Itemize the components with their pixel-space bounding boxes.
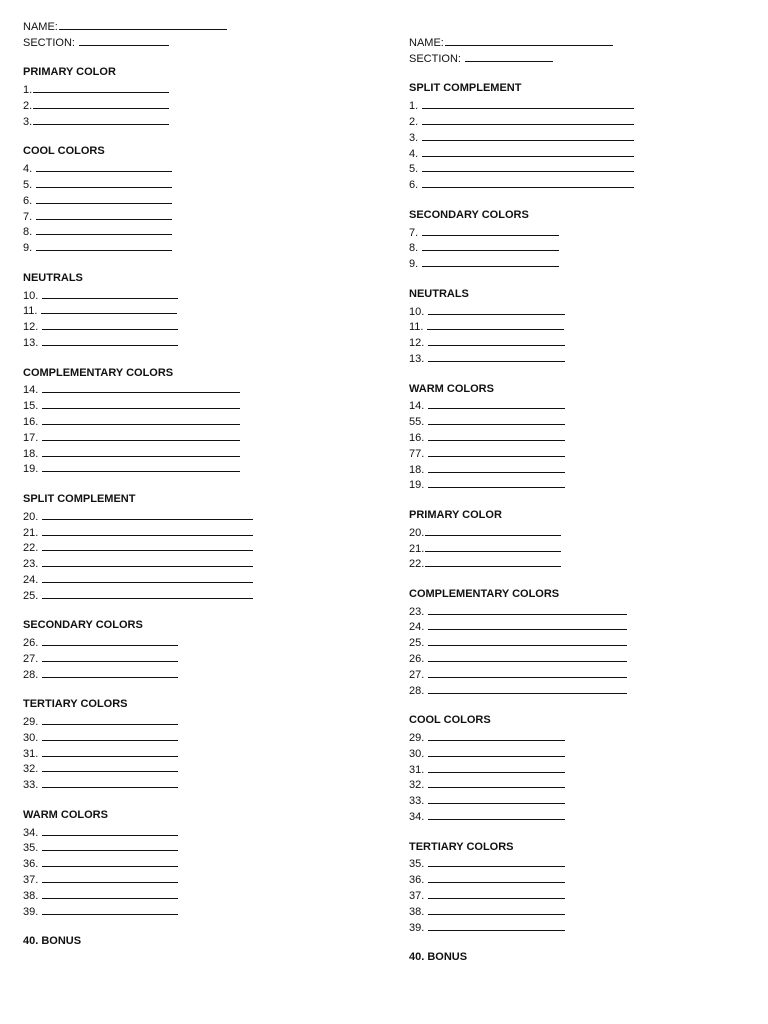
answer-blank[interactable]: [428, 303, 565, 315]
item-number: 26.: [23, 637, 39, 650]
section-line: [23, 34, 253, 50]
item-number: 12.: [23, 321, 39, 334]
item-number: 13.: [409, 352, 425, 365]
answer-blank[interactable]: [422, 97, 634, 109]
answer-line: [409, 113, 634, 129]
answer-line: [23, 397, 253, 413]
name-blank[interactable]: [445, 34, 613, 46]
answer-blank[interactable]: [42, 824, 178, 836]
item-number: 38.: [23, 889, 39, 902]
bonus-label: 40. BONUS: [409, 951, 468, 964]
item-number: 5.: [409, 163, 419, 176]
answer-blank[interactable]: [428, 634, 627, 646]
answer-blank[interactable]: [428, 650, 627, 662]
section-heading: WARM COLORS: [409, 382, 494, 395]
item-number: 19.: [409, 479, 425, 492]
item-number: 38.: [409, 905, 425, 918]
answer-line: [409, 761, 634, 777]
item-number: 2.: [23, 99, 33, 112]
answer-blank[interactable]: [428, 919, 565, 931]
section-line: [409, 50, 634, 66]
answer-blank[interactable]: [428, 887, 565, 899]
item-number: 21.: [409, 542, 425, 555]
section-heading: SECONDARY COLORS: [23, 619, 143, 632]
answer-blank[interactable]: [42, 634, 178, 646]
answer-blank[interactable]: [425, 540, 561, 552]
item-number: 33.: [23, 779, 39, 792]
answer-blank[interactable]: [42, 729, 178, 741]
answer-blank[interactable]: [42, 287, 178, 299]
item-number: 36.: [23, 858, 39, 871]
item-number: 7.: [23, 210, 33, 223]
answer-blank[interactable]: [36, 239, 172, 251]
section-blank[interactable]: [79, 34, 169, 46]
answer-blank[interactable]: [42, 887, 178, 899]
item-number: 29.: [23, 716, 39, 729]
answer-line: [23, 460, 253, 476]
answer-line: [409, 682, 634, 698]
answer-line: [23, 381, 253, 397]
item-number: 17.: [23, 431, 39, 444]
answer-line: [409, 350, 634, 366]
answer-line: [409, 239, 634, 255]
answer-blank[interactable]: [422, 239, 559, 251]
item-number: 3.: [23, 115, 33, 128]
answer-blank[interactable]: [422, 113, 634, 125]
answer-blank[interactable]: [422, 224, 559, 236]
answer-line: [409, 634, 634, 650]
item-number: 37.: [23, 874, 39, 887]
answer-line: [23, 318, 253, 334]
answer-line: [409, 540, 634, 556]
item-number: 39.: [409, 921, 425, 934]
answer-blank[interactable]: [428, 413, 565, 425]
answer-blank[interactable]: [42, 539, 253, 551]
item-number: 26.: [409, 653, 425, 666]
answer-blank[interactable]: [36, 160, 172, 172]
item-number: 10.: [409, 305, 425, 318]
answer-line: [23, 239, 253, 255]
answer-blank[interactable]: [42, 429, 240, 441]
answer-line: [23, 445, 253, 461]
answer-blank[interactable]: [428, 603, 627, 615]
answer-blank[interactable]: [42, 587, 253, 599]
item-number: 37.: [409, 890, 425, 903]
answer-blank[interactable]: [36, 223, 172, 235]
answer-blank[interactable]: [428, 476, 565, 488]
answer-blank[interactable]: [41, 302, 177, 314]
section-heading: PRIMARY COLOR: [409, 508, 502, 521]
answer-line: [23, 429, 253, 445]
answer-line: [409, 855, 634, 871]
answer-blank[interactable]: [36, 176, 172, 188]
section-heading: NEUTRALS: [23, 271, 83, 284]
item-number: 16.: [409, 431, 425, 444]
answer-line: [409, 145, 634, 161]
item-number: 2.: [409, 115, 419, 128]
item-number: 31.: [23, 747, 39, 760]
item-number: 7.: [409, 226, 419, 239]
item-number: 8.: [23, 226, 33, 239]
item-number: 10.: [23, 289, 39, 302]
item-number: 24.: [23, 573, 39, 586]
item-number: 22.: [409, 558, 425, 571]
section-label: SECTION:: [23, 36, 75, 49]
answer-blank[interactable]: [422, 176, 634, 188]
answer-blank[interactable]: [428, 666, 627, 678]
answer-blank[interactable]: [42, 776, 178, 788]
answer-line: [23, 287, 253, 303]
answer-line: [409, 461, 634, 477]
item-number: 9.: [23, 242, 33, 255]
answer-blank[interactable]: [36, 192, 172, 204]
answer-blank[interactable]: [42, 413, 240, 425]
item-number: 32.: [409, 779, 425, 792]
item-number: 12.: [409, 337, 425, 350]
answer-line: [23, 871, 253, 887]
item-number: 20.: [409, 526, 425, 539]
answer-line: [23, 839, 253, 855]
answer-line: [23, 887, 253, 903]
answer-line: [409, 745, 634, 761]
answer-blank[interactable]: [42, 713, 178, 725]
answer-line: [23, 713, 253, 729]
answer-line: [23, 903, 253, 919]
item-number: 15.: [23, 400, 39, 413]
item-number: 9.: [409, 258, 419, 271]
answer-line: [23, 760, 253, 776]
answer-line: [23, 508, 253, 524]
item-number: 3.: [409, 131, 419, 144]
answer-line: [409, 303, 634, 319]
item-number: 31.: [409, 763, 425, 776]
answer-line: [409, 603, 634, 619]
item-number: 36.: [409, 874, 425, 887]
item-number: 1.: [409, 100, 419, 113]
item-number: 39.: [23, 905, 39, 918]
answer-blank[interactable]: [428, 871, 565, 883]
answer-blank[interactable]: [42, 855, 178, 867]
answer-blank[interactable]: [33, 97, 169, 109]
item-number: 14.: [409, 400, 425, 413]
answer-line: [409, 97, 634, 113]
item-number: 55.: [409, 416, 425, 429]
section-heading: COOL COLORS: [409, 714, 491, 727]
section-heading: NEUTRALS: [409, 287, 469, 300]
answer-blank[interactable]: [42, 318, 178, 330]
answer-line: [23, 587, 253, 603]
answer-line: [23, 223, 253, 239]
item-number: 13.: [23, 336, 39, 349]
section-label: SECTION:: [409, 52, 461, 65]
answer-blank[interactable]: [33, 113, 169, 125]
answer-blank[interactable]: [42, 650, 178, 662]
item-number: 35.: [409, 858, 425, 871]
item-number: 4.: [409, 147, 419, 160]
item-number: 5.: [23, 178, 33, 191]
item-number: 23.: [409, 605, 425, 618]
item-number: 16.: [23, 415, 39, 428]
left-worksheet-column: [23, 18, 253, 950]
section-heading: COMPLEMENTARY COLORS: [409, 587, 560, 600]
item-number: 6.: [23, 194, 33, 207]
answer-line: [409, 808, 634, 824]
answer-line: [23, 666, 253, 682]
answer-line: [409, 666, 634, 682]
answer-blank[interactable]: [428, 334, 565, 346]
answer-blank[interactable]: [422, 255, 559, 267]
answer-blank[interactable]: [42, 760, 178, 772]
answer-line: [409, 413, 634, 429]
answer-line: [23, 413, 253, 429]
answer-blank[interactable]: [428, 350, 565, 362]
answer-line: [23, 176, 253, 192]
answer-blank[interactable]: [422, 129, 634, 141]
answer-blank[interactable]: [428, 397, 565, 409]
item-number: 34.: [23, 826, 39, 839]
item-number: 25.: [23, 589, 39, 602]
answer-line: [409, 555, 634, 571]
name-line: [23, 18, 253, 34]
answer-line: [409, 176, 634, 192]
item-number: 11.: [23, 305, 38, 318]
answer-line: [23, 113, 253, 129]
section-heading: WARM COLORS: [23, 808, 108, 821]
answer-blank[interactable]: [428, 429, 565, 441]
answer-line: [23, 729, 253, 745]
answer-blank[interactable]: [428, 618, 627, 630]
item-number: 28.: [23, 668, 39, 681]
answer-blank[interactable]: [42, 460, 240, 472]
item-number: 6.: [409, 179, 419, 192]
answer-line: [23, 97, 253, 113]
answer-blank[interactable]: [428, 776, 565, 788]
answer-blank[interactable]: [428, 792, 565, 804]
item-number: 18.: [409, 463, 425, 476]
item-number: 19.: [23, 463, 39, 476]
answer-blank[interactable]: [428, 682, 627, 694]
answer-line: [409, 871, 634, 887]
answer-line: [23, 824, 253, 840]
answer-line: [23, 192, 253, 208]
answer-line: [409, 792, 634, 808]
answer-blank[interactable]: [427, 318, 564, 330]
answer-line: [409, 334, 634, 350]
answer-line: [23, 539, 253, 555]
answer-line: [23, 776, 253, 792]
item-number: 34.: [409, 811, 425, 824]
section-heading: COMPLEMENTARY COLORS: [23, 366, 174, 379]
item-number: 29.: [409, 732, 425, 745]
answer-blank[interactable]: [33, 81, 169, 93]
answer-line: [409, 397, 634, 413]
answer-line: [409, 255, 634, 271]
name-line: [409, 34, 634, 50]
item-number: 33.: [409, 795, 425, 808]
answer-blank[interactable]: [42, 666, 178, 678]
answer-blank[interactable]: [428, 808, 565, 820]
name-blank[interactable]: [59, 18, 227, 30]
answer-blank[interactable]: [42, 555, 253, 567]
answer-blank[interactable]: [422, 160, 634, 172]
answer-line: [23, 855, 253, 871]
answer-blank[interactable]: [42, 508, 253, 520]
answer-line: [409, 160, 634, 176]
section-heading: SECONDARY COLORS: [409, 208, 529, 221]
item-number: 8.: [409, 242, 419, 255]
answer-line: [409, 224, 634, 240]
name-label: NAME:: [409, 37, 444, 49]
answer-line: [409, 476, 634, 492]
item-number: 25.: [409, 637, 425, 650]
answer-line: [409, 429, 634, 445]
answer-blank[interactable]: [42, 334, 178, 346]
answer-line: [23, 634, 253, 650]
item-number: 24.: [409, 621, 425, 634]
answer-blank[interactable]: [42, 903, 178, 915]
answer-blank[interactable]: [425, 555, 561, 567]
item-number: 28.: [409, 684, 425, 697]
item-number: 14.: [23, 384, 39, 397]
answer-blank[interactable]: [428, 445, 565, 457]
answer-blank[interactable]: [42, 397, 240, 409]
answer-blank[interactable]: [428, 761, 565, 773]
answer-blank[interactable]: [422, 145, 634, 157]
item-number: 20.: [23, 510, 39, 523]
item-number: 23.: [23, 558, 39, 571]
bonus-label: 40. BONUS: [23, 935, 82, 948]
answer-line: [23, 160, 253, 176]
answer-blank[interactable]: [425, 524, 561, 536]
answer-blank[interactable]: [42, 381, 240, 393]
answer-blank[interactable]: [428, 855, 565, 867]
item-number: 4.: [23, 163, 33, 176]
item-number: 27.: [23, 652, 39, 665]
item-number: 35.: [23, 842, 39, 855]
section-heading: SPLIT COMPLEMENT: [409, 82, 522, 95]
answer-line: [409, 887, 634, 903]
item-number: 18.: [23, 447, 39, 460]
section-heading: PRIMARY COLOR: [23, 66, 116, 79]
answer-blank[interactable]: [428, 729, 565, 741]
answer-line: [409, 618, 634, 634]
answer-line: [23, 81, 253, 97]
answer-blank[interactable]: [42, 871, 178, 883]
answer-line: [409, 318, 634, 334]
answer-line: [409, 445, 634, 461]
section-heading: SPLIT COMPLEMENT: [23, 492, 136, 505]
name-label: NAME:: [23, 21, 58, 33]
item-number: 30.: [23, 731, 39, 744]
item-number: 27.: [409, 668, 425, 681]
item-number: 22.: [23, 542, 39, 555]
right-worksheet-column: [409, 34, 634, 966]
answer-blank[interactable]: [42, 445, 240, 457]
answer-line: [409, 729, 634, 745]
answer-line: [23, 571, 253, 587]
answer-line: [409, 903, 634, 919]
item-number: 11.: [409, 321, 424, 334]
item-number: 1.: [23, 84, 33, 97]
item-number: 30.: [409, 747, 425, 760]
answer-line: [23, 745, 253, 761]
answer-line: [23, 208, 253, 224]
answer-line: [409, 919, 634, 935]
answer-blank[interactable]: [42, 524, 253, 536]
answer-line: [23, 524, 253, 540]
answer-blank[interactable]: [42, 839, 178, 851]
section-heading: COOL COLORS: [23, 145, 105, 158]
item-number: 32.: [23, 763, 39, 776]
section-blank[interactable]: [465, 50, 553, 62]
answer-line: [23, 302, 253, 318]
answer-line: [23, 334, 253, 350]
item-number: 77.: [409, 447, 425, 460]
section-heading: TERTIARY COLORS: [409, 840, 514, 853]
answer-line: [409, 776, 634, 792]
section-heading: TERTIARY COLORS: [23, 698, 128, 711]
answer-line: [409, 524, 634, 540]
answer-line: [23, 555, 253, 571]
answer-blank[interactable]: [42, 571, 253, 583]
answer-blank[interactable]: [428, 461, 565, 473]
answer-blank[interactable]: [42, 745, 178, 757]
answer-line: [409, 129, 634, 145]
item-number: 21.: [23, 526, 39, 539]
answer-blank[interactable]: [428, 903, 565, 915]
answer-line: [23, 650, 253, 666]
answer-blank[interactable]: [36, 208, 172, 220]
answer-blank[interactable]: [428, 745, 565, 757]
answer-line: [409, 650, 634, 666]
